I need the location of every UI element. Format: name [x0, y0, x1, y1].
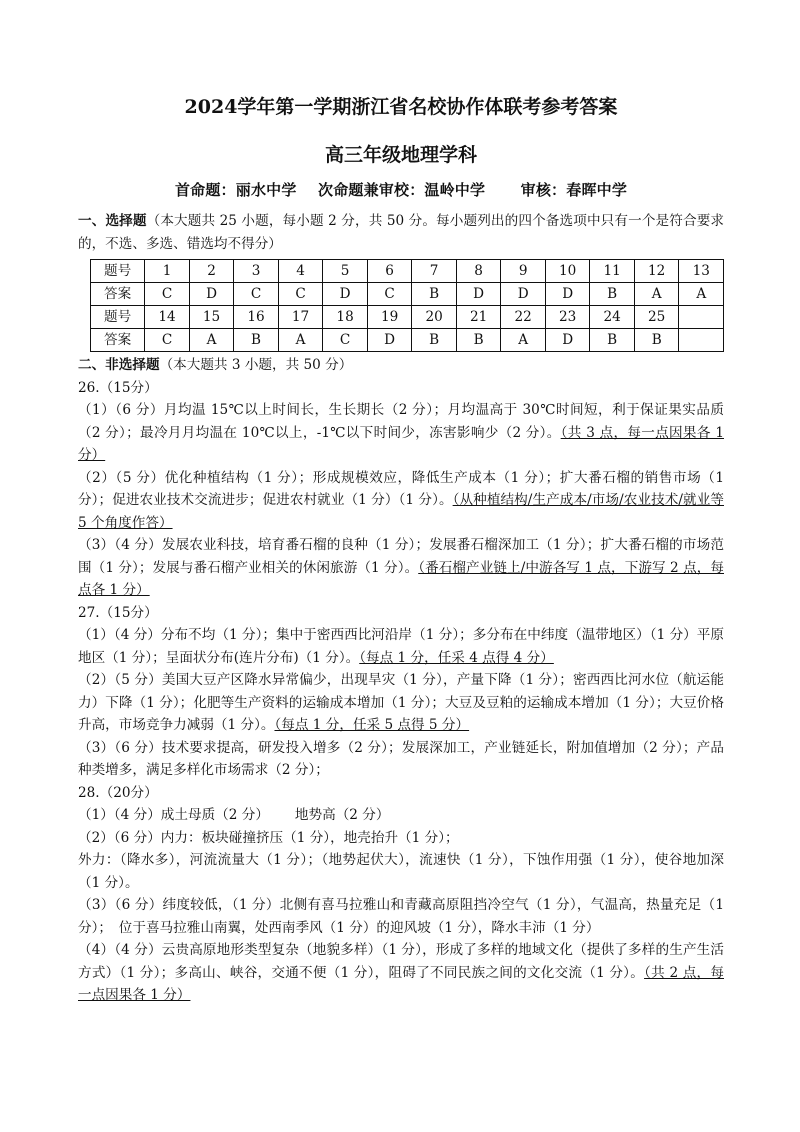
table-row: [91, 329, 724, 352]
q27-part3: （3）（6 分）技术要求提高，研发投入增多（2 分）；发展深加工，产业链延长，附加值增加（2 分）；产品种类增多，满足多样化市场需求（2 分）；: [78, 739, 724, 778]
question-number: [679, 306, 724, 329]
row-label: 答案: [91, 329, 145, 352]
answer-table: [90, 259, 724, 352]
answer-cell: A: [679, 283, 724, 306]
q28-part3: （3）（6 分）纬度较低，（1 分）北侧有喜马拉雅山和青藏高原阻挡冷空气（1 分），气温高，热量充足（1 分）； 位于喜马拉雅山南翼，处西南季风（1 分）的迎风坡（1 分），降水丰沛（1 分）: [78, 897, 724, 936]
q27-part1-text: （1）（4 分）分布不均（1 分）；集中于密西西比河沿岸（1 分）；多分布在中纬度（温带地区）（1 分）平原地区（1 分）；呈面状分布(连片分布)（1 分）。: [78, 627, 724, 666]
question-number: 20: [412, 306, 457, 329]
q28-part1: [78, 804, 724, 827]
question-number: 3: [234, 260, 279, 283]
question-number: 17: [278, 306, 323, 329]
answer-cell: D: [501, 283, 546, 306]
q26-part3-note: （番石榴产业链上/中游各写 1 点，下游写 2 点，每点各 1 分）: [78, 559, 724, 598]
answer-cell: C: [145, 329, 190, 352]
table-row: [91, 260, 724, 283]
answer-cell: A: [634, 283, 679, 306]
question-number: 16: [234, 306, 279, 329]
answer-cell: B: [590, 329, 635, 352]
q26-part3: [78, 534, 724, 602]
q28-part4-note: （共 2 点，每一点因果各 1 分）: [78, 964, 724, 1003]
section2-heading: 二、非选择题: [78, 357, 160, 373]
question-number: 2: [189, 260, 234, 283]
answer-cell: B: [456, 329, 501, 352]
section2-intro: [78, 354, 724, 377]
q28-part4: [78, 939, 724, 1007]
answer-cell: C: [278, 283, 323, 306]
answer-cell: D: [545, 283, 590, 306]
answer-cell: B: [234, 329, 279, 352]
answer-cell: B: [634, 329, 679, 352]
page-title: 2024学年第一学期浙江省名校协作体联考参考答案: [184, 96, 618, 118]
answer-cell: [679, 329, 724, 352]
q28-title: 28.（20分）: [78, 784, 158, 801]
page-subtitle: 高三年级地理学科: [324, 144, 477, 166]
question-number: 25: [634, 306, 679, 329]
answer-cell: C: [145, 283, 190, 306]
section2-desc: （本大题共 3 小题，共 50 分）: [159, 357, 353, 373]
question-number: 12: [634, 260, 679, 283]
row-label: 题号: [91, 260, 145, 283]
q27-part2-note: （每点 1 分，任采 5 点得 5 分）: [274, 717, 470, 733]
answer-cell: A: [189, 329, 234, 352]
q27-part1-note: （每点 1 分，任采 4 点得 4 分）: [359, 649, 554, 666]
q27-title: 27.（15分）: [78, 604, 158, 621]
q26-part1-text: （1）（6 分）月均温 15℃以上时间长，生长期长（2 分）；月均温高于 30℃时间短，利于保证果实品质（2 分）；最冷月月均温在 10℃以上，-1℃以下时间少，冻害影响少（2 分）。: [78, 402, 724, 441]
question-number: 24: [590, 306, 635, 329]
q27-part2: [78, 669, 724, 737]
question-number: 15: [189, 306, 234, 329]
q26-part3-text: （3）（4 分）发展农业科技，培育番石榴的良种（1 分）；发展番石榴深加工（1 分）；扩大番石榴的市场范围（1 分）；发展与番石榴产业相关的休闲旅游（1 分）。: [78, 537, 724, 576]
question-number: 13: [679, 260, 724, 283]
answer-cell: C: [367, 283, 412, 306]
answer-cell: A: [501, 329, 546, 352]
q27-part1: [78, 624, 724, 669]
answer-cell: B: [590, 283, 635, 306]
question-number: 14: [145, 306, 190, 329]
question-number: 18: [323, 306, 368, 329]
question-number: 21: [456, 306, 501, 329]
q28-part2-a: （2）（6 分）内力：板块碰撞挤压（1 分），地壳抬升（1 分）；: [78, 829, 459, 846]
section1-heading: 一、选择题: [78, 213, 147, 229]
section1-desc: （本大题共 25 小题，每小题 2 分，共 50 分。每小题列出的四个备选项中只有一个是符合要求的，不选、多选、错选均不得分）: [78, 213, 725, 252]
table-row: [91, 283, 724, 306]
question-number: 22: [501, 306, 546, 329]
question-number: 5: [323, 260, 368, 283]
q28-part4-text: （4）（4 分）云贵高原地形类型复杂（地貌多样）（1 分），形成了多样的地域文化（提供了多样的生产生活方式）（1 分）；多高山、峡谷，交通不便（1 分），阻碍了不同民族之间的文化交流（1 分）。: [78, 942, 724, 981]
question-number: 10: [545, 260, 590, 283]
question-number: 1: [145, 260, 190, 283]
row-label: 题号: [91, 306, 145, 329]
answer-cell: D: [456, 283, 501, 306]
q26-part2-note: （从种植结构/生产成本/市场/农业技术/就业等 5 个角度作答）: [78, 492, 724, 531]
q26-title: 26.（15分）: [78, 379, 158, 396]
section1-intro: [78, 210, 724, 255]
row-label: 答案: [91, 283, 145, 306]
answer-cell: C: [323, 329, 368, 352]
author-second: 次命题兼审校：温岭中学: [318, 181, 486, 199]
answer-cell: D: [323, 283, 368, 306]
answer-cell: A: [278, 329, 323, 352]
question-number: 11: [590, 260, 635, 283]
answer-cell: D: [189, 283, 234, 306]
question-number: 8: [456, 260, 501, 283]
answer-cell: B: [412, 329, 457, 352]
answer-cell: D: [545, 329, 590, 352]
q26-part2-text: （2）（5 分）优化种植结构（1 分）；形成规模效应，降低生产成本（1 分）；扩大番石榴的销售市场（1 分）；促进农业技术交流进步；促进农村就业（1 分）（1 分）。: [78, 469, 724, 508]
table-row: [91, 306, 724, 329]
question-number: 4: [278, 260, 323, 283]
question-number: 19: [367, 306, 412, 329]
question-number: 7: [412, 260, 457, 283]
answer-cell: C: [234, 283, 279, 306]
author-first: 首命题：丽水中学: [174, 181, 297, 199]
q28-part1-b: 地势高（2 分）: [294, 807, 390, 823]
answer-cell: B: [412, 283, 457, 306]
q28-part2-b: 外力：（降水多），河流流量大（1 分）；（地势起伏大），流速快（1 分），下蚀作用强（1 分），使谷地加深（1 分）。: [78, 852, 724, 891]
q26-part1-note: （共 3 点，每一点因果各 1 分）: [78, 424, 724, 463]
authors-line: [78, 178, 724, 202]
q26-part1: [78, 399, 724, 467]
question-number: 9: [501, 260, 546, 283]
author-reviewer: 审核：春晖中学: [520, 181, 628, 199]
question-number: 23: [545, 306, 590, 329]
answer-cell: D: [367, 329, 412, 352]
question-number: 6: [367, 260, 412, 283]
q26-part2: [78, 467, 724, 535]
q28-part1-a: （1）（4 分）成土母质（2 分）: [78, 807, 269, 823]
q27-part2-text: （2）（5 分）美国大豆产区降水异常偏少，出现旱灾（1 分），产量下降（1 分）；密西西比河水位（航运能力）下降（1 分）；化肥等生产资料的运输成本增加（1 分）；大豆及豆粕的运输成本增加（1 分）；大豆价格升高，市场竞争力减弱（1 分）。: [78, 672, 724, 733]
